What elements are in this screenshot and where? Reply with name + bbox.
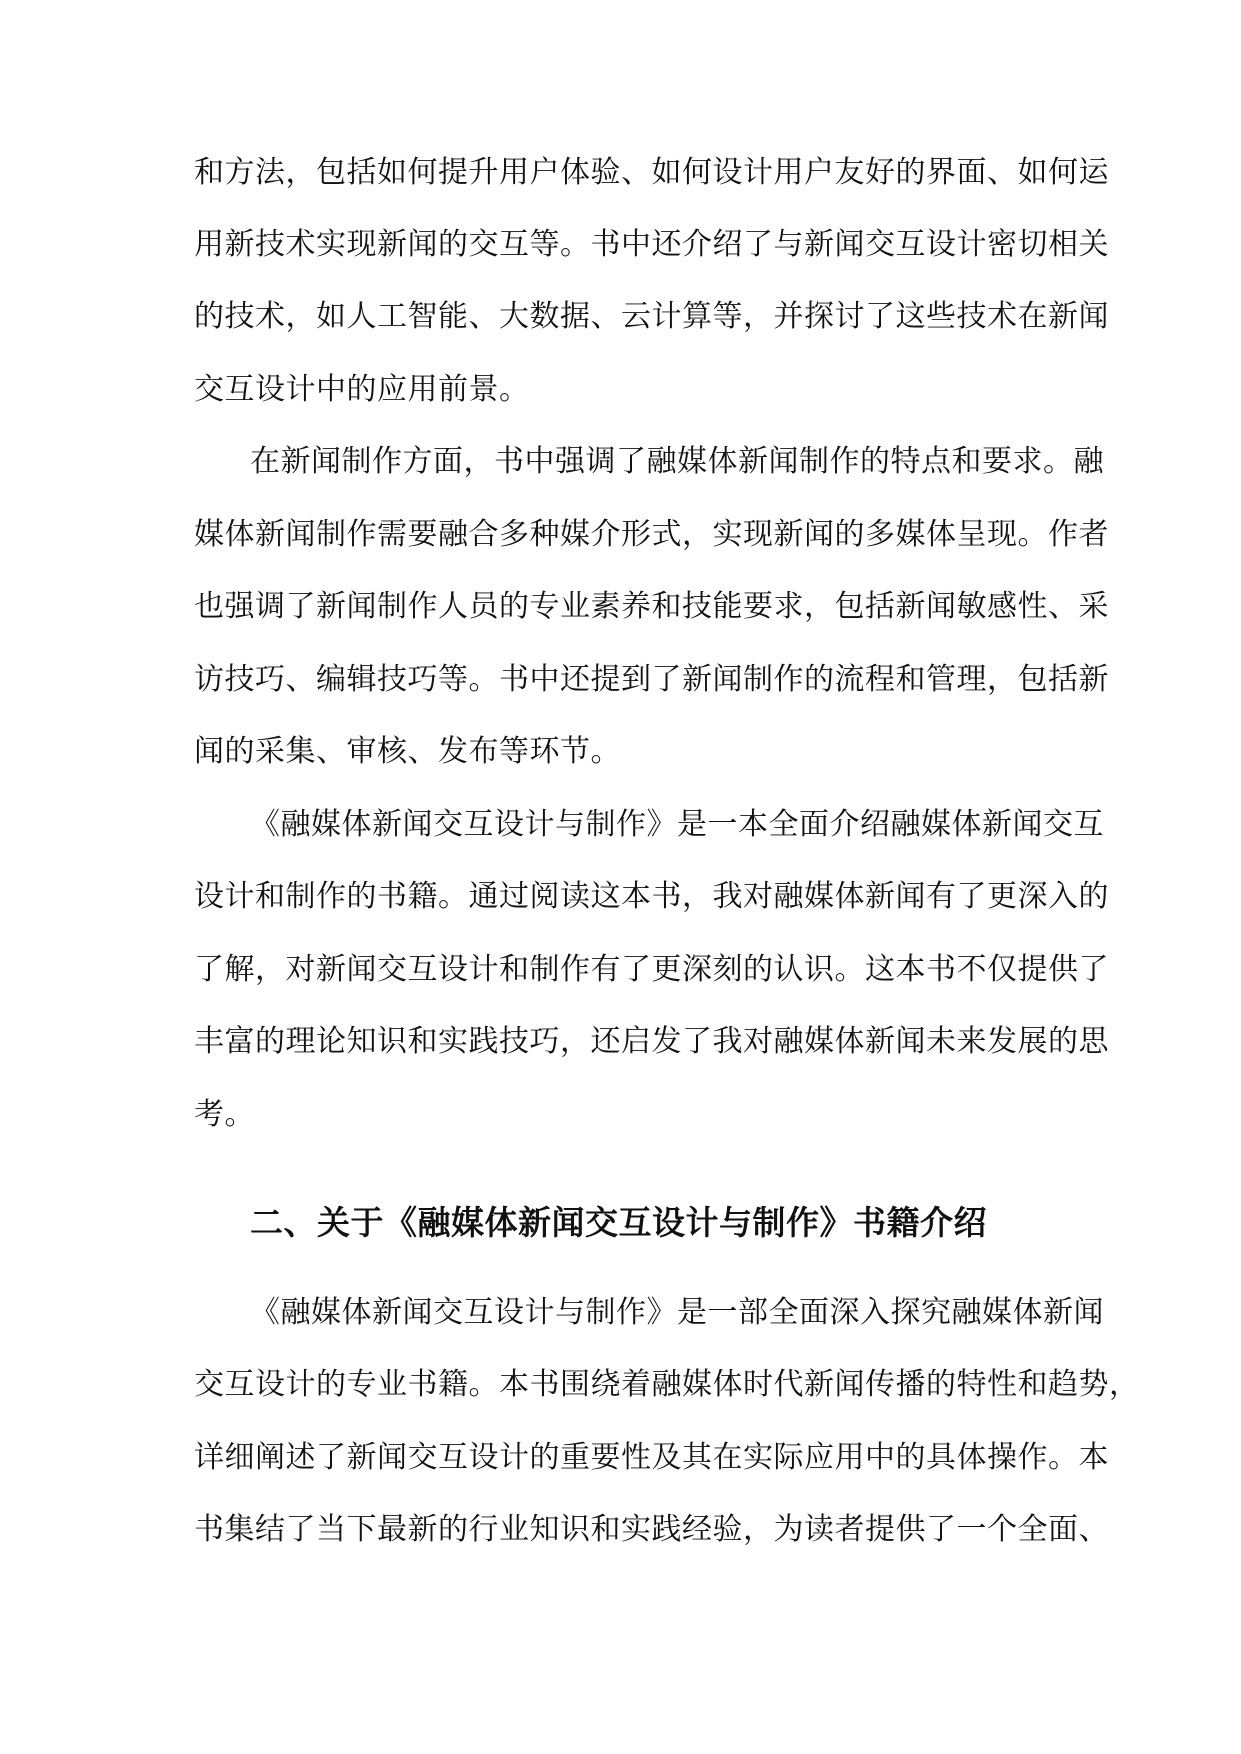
- text-line: 交互设计的专业书籍。本书围绕着融媒体时代新闻传播的特性和趋势，: [194, 1367, 1140, 1402]
- text-line: 交互设计中的应用前景。: [194, 372, 530, 407]
- text-line: 访技巧、编辑技巧等。书中还提到了新闻制作的流程和管理，包括新: [194, 662, 1109, 697]
- text-line: 用新技术实现新闻的交互等。书中还介绍了与新闻交互设计密切相关: [194, 227, 1109, 262]
- text-line: 了解，对新闻交互设计和制作有了更深刻的认识。这本书不仅提供了: [194, 952, 1109, 987]
- paragraph-start-line: 在新闻制作方面，书中强调了融媒体新闻制作的特点和要求。融: [250, 444, 1104, 479]
- text-line: 媒体新闻制作需要融合多种媒介形式，实现新闻的多媒体呈现。作者: [194, 517, 1109, 552]
- text-line: 考。: [194, 1097, 255, 1132]
- text-line: 的技术，如人工智能、大数据、云计算等，并探讨了这些技术在新闻: [194, 299, 1109, 334]
- paragraph-start-line: 《融媒体新闻交互设计与制作》是一本全面介绍融媒体新闻交互: [250, 807, 1104, 842]
- text-line: 详细阐述了新闻交互设计的重要性及其在实际应用中的具体操作。本: [194, 1440, 1109, 1475]
- text-line: 书集结了当下最新的行业知识和实践经验，为读者提供了一个全面、: [194, 1512, 1109, 1547]
- section-heading: 二、关于《融媒体新闻交互设计与制作》书籍介绍: [250, 1203, 987, 1242]
- text-line: 也强调了新闻制作人员的专业素养和技能要求，包括新闻敏感性、采: [194, 589, 1109, 624]
- text-line: 设计和制作的书籍。通过阅读这本书，我对融媒体新闻有了更深入的: [194, 879, 1109, 914]
- text-line: 丰富的理论知识和实践技巧，还启发了我对融媒体新闻未来发展的思: [194, 1024, 1109, 1059]
- text-line: 闻的采集、审核、发布等环节。: [194, 734, 621, 769]
- paragraph-start-line: 《融媒体新闻交互设计与制作》是一部全面深入探究融媒体新闻: [250, 1295, 1104, 1330]
- text-line: 和方法，包括如何提升用户体验、如何设计用户友好的界面、如何运: [194, 155, 1109, 190]
